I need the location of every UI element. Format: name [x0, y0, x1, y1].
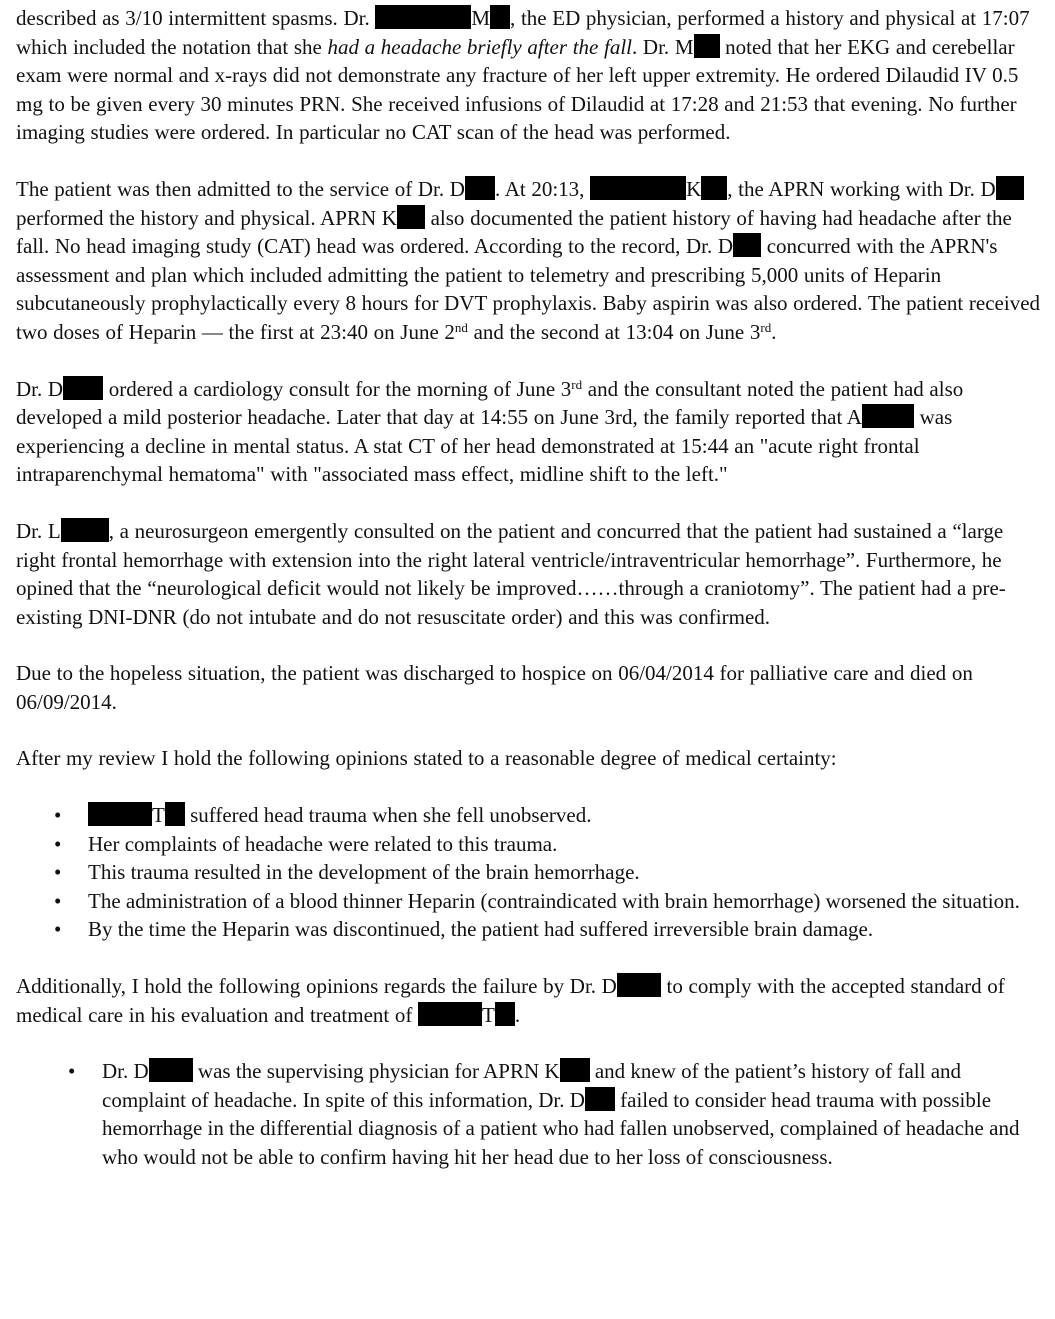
- bullet-icon: •: [54, 917, 62, 942]
- redaction-block: [617, 973, 661, 997]
- document-page: [16, 4, 1046, 1172]
- redaction-block: [585, 1087, 615, 1111]
- paragraph-opinions-intro: After my review I hold the following opinions stated to a reasonable degree of medical certainty:: [16, 746, 837, 771]
- redaction-block: [490, 5, 510, 29]
- quoted-notation: had a headache briefly after the fall: [327, 34, 633, 59]
- redaction-block: [88, 802, 152, 826]
- paragraph-standard-of-care: Additionally, I hold the following opinions regards the failure by Dr. D to comply with the accepted standard of medical care in his evaluation and treatment of T .: [16, 974, 1005, 1027]
- bullet-icon: •: [68, 1059, 76, 1084]
- list-item: • The administration of a blood thinner Heparin (contraindicated with brain hemorrhage) worsened the situation.: [88, 887, 1046, 916]
- redaction-block: [149, 1058, 193, 1082]
- redaction-block: [61, 518, 109, 542]
- redaction-block: [862, 404, 914, 428]
- redaction-block: [996, 176, 1024, 200]
- failures-list: [16, 1057, 1046, 1171]
- bullet-icon: •: [54, 888, 62, 913]
- redaction-block: [590, 176, 686, 200]
- redaction-block: [560, 1058, 590, 1082]
- redaction-block: [694, 34, 720, 58]
- bullet-icon: •: [54, 860, 62, 885]
- redaction-block: [375, 5, 471, 29]
- redaction-block: [63, 376, 103, 400]
- redaction-block: [465, 176, 495, 200]
- redaction-block: [733, 233, 761, 257]
- list-item: • This trauma resulted in the development of the brain hemorrhage.: [88, 858, 1046, 887]
- redaction-block: [495, 1002, 515, 1026]
- opinions-list: [16, 801, 1046, 944]
- bullet-icon: •: [54, 803, 62, 828]
- redaction-block: [165, 802, 185, 826]
- redaction-block: [701, 176, 727, 200]
- redaction-block: [397, 205, 425, 229]
- paragraph-ed-physician: described as 3/10 intermittent spasms. Dr. M , the ED physician, performed a history and physical at 17:07 which included the notation that she had a headache briefly after the fall. Dr. M noted that her EKG and cerebellar exam were normal and x-rays did not demonstrate any fracture of her left upper extremity. He ordered Dilaudid IV 0.5 mg to be given every 30 minutes PRN. She received infusions of Dilaudid at 17:28 and 21:53 that evening. No further imaging studies were ordered. In particular no CAT scan of the head was performed.: [16, 6, 1030, 145]
- list-item: • T suffered head trauma when she fell unobserved.: [88, 801, 1046, 830]
- paragraph-admission: The patient was then admitted to the service of Dr. D . At 20:13, K , the APRN working with Dr. D performed the history and physical. APRN K also documented the patient history of having had headache after the fall. No head imaging study (CAT) head was ordered. According to the record, Dr. D concurred with the APRN's assessment and plan which included admitting the patient to telemetry and prescribing 5,000 units of Heparin subcutaneously prophylactically every 8 hours for DVT prophylaxis. Baby aspirin was also ordered. The patient received two doses of Heparin — the first at 23:40 on June 2nd and the second at 13:04 on June 3rd.: [16, 176, 1041, 344]
- paragraph-hospice: Due to the hopeless situation, the patient was discharged to hospice on 06/04/2014 for palliative care and died on 06/09/2014.: [16, 661, 973, 714]
- redaction-block: [418, 1002, 482, 1026]
- paragraph-neurosurgeon: Dr. L , a neurosurgeon emergently consulted on the patient and concurred that the patient had sustained a “large right frontal hemorrhage with extension into the right lateral ventricle/intraventricular hemorrhage”. Furthermore, he opined that the “neurological deficit would not likely be improved……through a craniotomy”. The patient had a pre-existing DNI-DNR (do not intubate and do not resuscitate order) and this was confirmed.: [16, 518, 1006, 629]
- list-item: • Her complaints of headache were related to this trauma.: [88, 830, 1046, 859]
- list-item: • By the time the Heparin was discontinued, the patient had suffered irreversible brain damage.: [88, 915, 1046, 944]
- bullet-icon: •: [54, 831, 62, 856]
- paragraph-cardiology: Dr. D ordered a cardiology consult for the morning of June 3rd and the consultant noted the patient had also developed a mild posterior headache. Later that day at 14:55 on June 3rd, the family reported that A was experiencing a decline in mental status. A stat CT of her head demonstrated at 15:44 an "acute right frontal intraparenchymal hematoma" with "associated mass effect, midline shift to the left.": [16, 376, 964, 487]
- list-item: • Dr. D was the supervising physician for APRN K and knew of the patient’s history of fall and complaint of headache. In spite of this information, Dr. D failed to consider head trauma with possible hemorrhage in the differential diagnosis of a patient who had fallen unobserved, complained of headache and who would not be able to confirm having hit her head due to her loss of consciousness.: [68, 1059, 1020, 1169]
